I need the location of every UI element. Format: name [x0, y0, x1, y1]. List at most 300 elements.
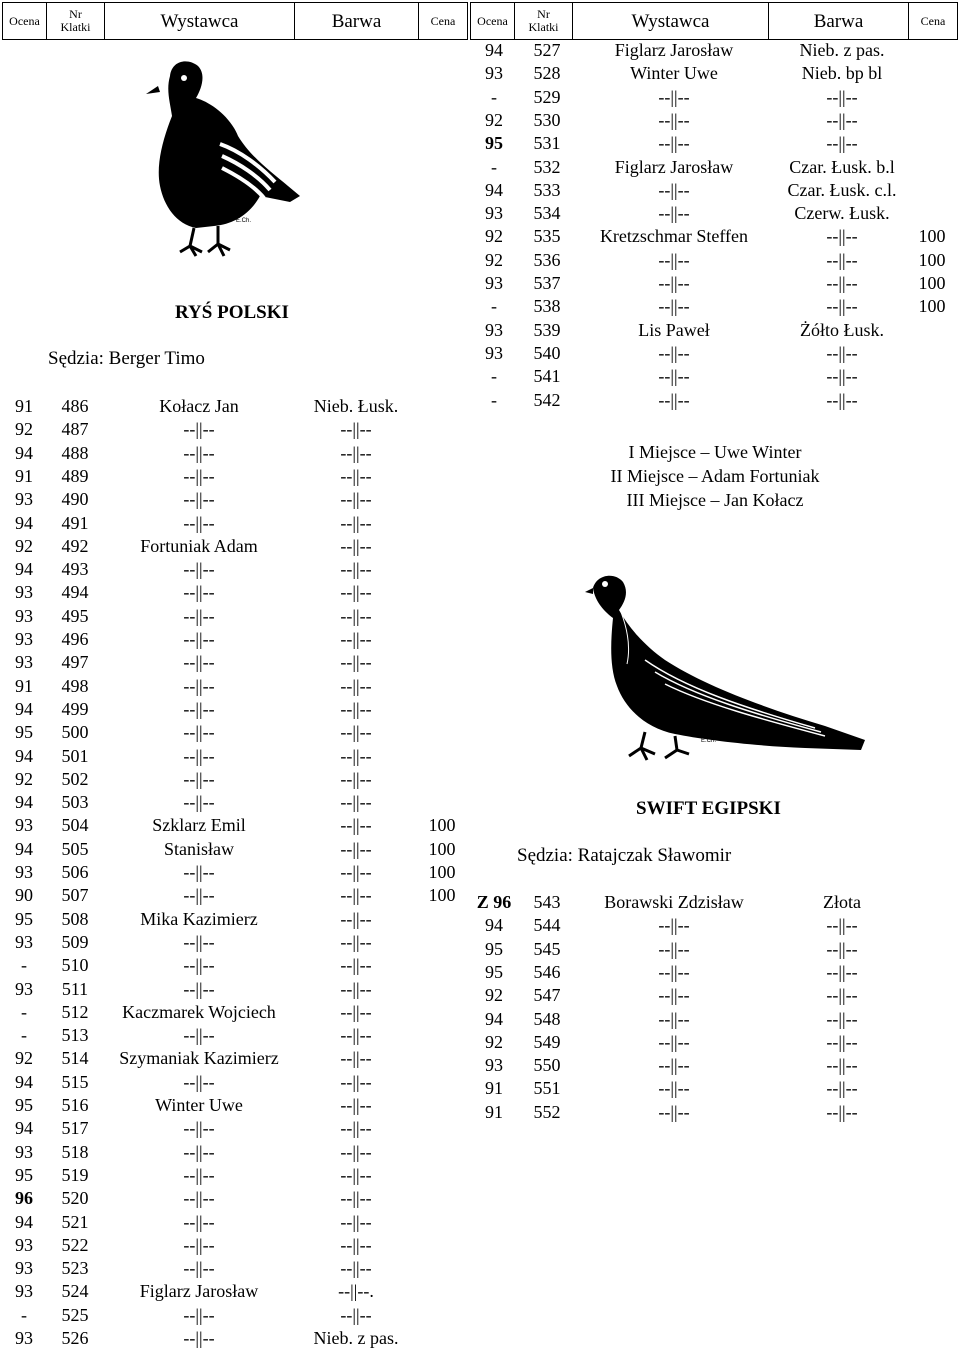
cena-cell: 100 — [428, 815, 456, 836]
wystawca-cell: Winter Uwe — [630, 63, 718, 84]
table-row — [0, 838, 960, 861]
nr-cell: 526 — [61, 1328, 89, 1348]
ocena-cell: 93 — [485, 319, 503, 340]
barwa-cell: --||-- — [340, 745, 372, 766]
wystawca-cell: --||-- — [183, 955, 215, 976]
ocena-cell: 93 — [485, 203, 503, 224]
nr-cell: 520 — [61, 1188, 89, 1209]
wystawca-cell: Fortuniak Adam — [140, 535, 258, 556]
wystawca-cell: --||-- — [183, 1211, 215, 1232]
wystawca-cell: --||-- — [183, 698, 215, 719]
ocena-cell: 91 — [15, 396, 33, 416]
nr-cell: 530 — [533, 109, 561, 130]
nr-cell: 491 — [61, 512, 89, 533]
ocena-cell: 96 — [15, 1188, 33, 1209]
nr-cell: 552 — [533, 1101, 561, 1122]
table-row — [0, 1304, 960, 1327]
wystawca-cell: --||-- — [183, 605, 215, 626]
wystawca-cell: Lis Paweł — [638, 319, 710, 340]
nr-cell: 499 — [61, 698, 89, 719]
ocena-cell: 95 — [15, 1164, 33, 1185]
barwa-cell: --||-- — [826, 915, 858, 936]
barwa-cell: --||-- — [340, 442, 372, 463]
nr-cell: 502 — [61, 768, 89, 789]
judge-swift-egipski: Sędzia: Ratajczak Sławomir — [517, 845, 732, 866]
svg-text:E.Ch.: E.Ch. — [236, 218, 252, 224]
ocena-cell: 92 — [485, 1031, 503, 1052]
table-row — [0, 1234, 960, 1257]
nr-cell: 515 — [61, 1071, 89, 1092]
barwa-cell: --||-- — [340, 582, 372, 603]
barwa-cell: --||-- — [826, 109, 858, 130]
header-ocena: Ocena — [3, 3, 47, 39]
wystawca-cell: Figlarz Jarosław — [614, 40, 734, 60]
barwa-cell: --||-- — [826, 133, 858, 154]
ocena-cell: 92 — [15, 535, 33, 556]
wystawca-cell: --||-- — [183, 1188, 215, 1209]
ocena-cell: 93 — [485, 63, 503, 84]
ocena-cell: 93 — [485, 342, 503, 363]
header-cena: Cena — [920, 13, 946, 28]
ocena-cell: 91 — [485, 1078, 503, 1099]
barwa-cell: --||-- — [340, 1304, 372, 1325]
nr-cell: 512 — [61, 1001, 89, 1022]
wystawca-cell: --||-- — [658, 203, 690, 224]
nr-cell: 504 — [61, 815, 89, 836]
barwa-cell: --||-- — [340, 535, 372, 556]
ocena-cell: 93 — [15, 605, 33, 626]
ocena-cell: - — [491, 389, 497, 410]
table-row — [0, 39, 960, 62]
nr-cell: 531 — [533, 133, 561, 154]
wystawca-cell: --||-- — [183, 419, 215, 440]
header-nr-klatki — [47, 3, 105, 39]
ocena-cell: 94 — [485, 179, 503, 200]
section-title-rys-polski: RYŚ POLSKI — [175, 302, 289, 323]
barwa-cell: --||-- — [340, 931, 372, 952]
table-row — [0, 1327, 960, 1350]
barwa-cell: --||-- — [826, 249, 858, 270]
wystawca-cell: Szymaniak Kazimierz — [119, 1048, 279, 1069]
table-row — [0, 1031, 960, 1054]
table-row — [0, 1280, 960, 1303]
wystawca-cell: --||-- — [658, 366, 690, 387]
ocena-cell: 91 — [485, 1101, 503, 1122]
barwa-cell: --||-- — [340, 1211, 372, 1232]
wystawca-cell: --||-- — [183, 978, 215, 999]
wystawca-cell: --||-- — [658, 273, 690, 293]
wystawca-cell: --||-- — [183, 1025, 215, 1046]
nr-cell: 501 — [61, 745, 89, 766]
table-row — [0, 225, 960, 248]
nr-cell: 508 — [61, 908, 89, 929]
ocena-cell: 94 — [15, 1211, 33, 1232]
barwa-cell: --||-- — [826, 1008, 858, 1029]
svg-text:E.Ch.: E.Ch. — [701, 738, 717, 744]
barwa-cell: --||-- — [826, 1078, 858, 1099]
ocena-cell: Z 96 — [476, 892, 512, 912]
ocena-cell: 95 — [485, 961, 503, 982]
table-row — [0, 1054, 960, 1077]
barwa-cell: Nieb. Łusk. — [313, 396, 399, 416]
ocena-cell: 95 — [15, 1095, 33, 1115]
barwa-cell: --||-- — [826, 1101, 858, 1122]
table-row — [0, 342, 960, 365]
barwa-cell: --||-- — [340, 1048, 372, 1069]
nr-cell: 529 — [533, 86, 561, 107]
wystawca-cell: --||-- — [658, 342, 690, 363]
wystawca-cell: --||-- — [183, 768, 215, 789]
barwa-cell: --||-- — [826, 389, 858, 410]
ocena-cell: 93 — [15, 489, 33, 510]
table-row — [0, 389, 960, 412]
ocena-cell: - — [491, 156, 497, 177]
ocena-cell: 95 — [485, 938, 503, 959]
nr-cell: 497 — [61, 652, 89, 673]
wystawca-cell: --||-- — [183, 745, 215, 766]
ocena-cell: 94 — [15, 838, 33, 859]
ocena-cell: - — [21, 1001, 27, 1022]
wystawca-cell: --||-- — [183, 652, 215, 673]
nr-cell: 514 — [61, 1048, 89, 1069]
nr-cell: 510 — [61, 955, 89, 976]
barwa-cell: --||-- — [340, 1118, 372, 1139]
ocena-cell: 93 — [15, 1328, 33, 1348]
barwa-cell: Czerw. Łusk. — [794, 203, 890, 224]
barwa-cell: --||-- — [340, 838, 372, 859]
nr-cell: 519 — [61, 1164, 89, 1185]
table-row — [0, 418, 960, 441]
wystawca-cell: --||-- — [658, 915, 690, 936]
nr-cell: 511 — [61, 978, 89, 999]
header-barwa: Barwa — [295, 3, 419, 39]
nr-cell: 486 — [61, 396, 89, 416]
ocena-cell: 93 — [15, 978, 33, 999]
place-third: III Miejsce – Jan Kołacz — [626, 490, 804, 510]
ocena-cell: 94 — [15, 512, 33, 533]
wystawca-cell: Borawski Zdzisław — [604, 892, 744, 912]
header-wystawca: Wystawca — [573, 3, 769, 39]
header-klatki: Klatki — [60, 20, 91, 34]
ocena-cell: 94 — [15, 698, 33, 719]
table-row — [0, 179, 960, 202]
nr-cell: 536 — [533, 249, 561, 270]
ocena-cell: 91 — [15, 465, 33, 486]
ocena-cell: - — [491, 296, 497, 317]
barwa-cell: --||-- — [340, 1001, 372, 1022]
barwa-cell: --||-- — [340, 652, 372, 673]
header-barwa: Barwa — [769, 3, 909, 39]
cena-cell: 100 — [428, 862, 456, 882]
ocena-cell: 93 — [15, 1234, 33, 1255]
ocena-cell: - — [491, 366, 497, 387]
cena-cell: 100 — [918, 273, 946, 293]
wystawca-cell: --||-- — [183, 582, 215, 603]
wystawca-cell: Kołacz Jan — [159, 396, 239, 416]
nr-cell: 505 — [61, 838, 89, 859]
table-row — [0, 1164, 960, 1187]
wystawca-cell: --||-- — [658, 938, 690, 959]
wystawca-cell: Kretzschmar Steffen — [599, 226, 749, 247]
barwa-cell: Nieb. bp bl — [801, 63, 883, 84]
barwa-cell: --||-- — [340, 489, 372, 510]
nr-cell: 541 — [533, 366, 561, 387]
ocena-cell: 92 — [15, 768, 33, 789]
wystawca-cell: Stanisław — [164, 838, 234, 859]
nr-cell: 498 — [61, 675, 89, 696]
nr-cell: 488 — [61, 442, 89, 463]
nr-cell: 517 — [61, 1118, 89, 1139]
barwa-cell: --||-- — [340, 698, 372, 719]
ocena-cell: - — [21, 1025, 27, 1046]
ocena-cell: 94 — [15, 1118, 33, 1139]
ocena-cell: - — [21, 955, 27, 976]
table-row — [0, 1211, 960, 1234]
nr-cell: 493 — [61, 559, 89, 580]
wystawca-cell: Figlarz Jarosław — [139, 1281, 259, 1302]
ocena-cell: 92 — [485, 985, 503, 1006]
wystawca-cell: Kaczmarek Wojciech — [122, 1001, 276, 1022]
barwa-cell: --||-- — [826, 342, 858, 363]
nr-cell: 551 — [533, 1078, 561, 1099]
barwa-cell: --||-- — [826, 985, 858, 1006]
table-row — [0, 1141, 960, 1164]
header-klatki: Klatki — [528, 20, 559, 34]
table-row — [0, 86, 960, 109]
barwa-cell: --||-- — [826, 296, 858, 317]
table-row — [0, 891, 960, 914]
ocena-cell: 90 — [15, 885, 33, 906]
wystawca-cell: --||-- — [183, 1304, 215, 1325]
ocena-cell: 94 — [15, 745, 33, 766]
wystawca-cell: --||-- — [658, 133, 690, 154]
barwa-cell: Czar. Łusk. b.l — [789, 156, 895, 177]
nr-cell: 539 — [533, 319, 561, 340]
wystawca-cell: --||-- — [183, 792, 215, 813]
judge-rys-polski: Sędzia: Berger Timo — [48, 348, 205, 369]
ocena-cell: 93 — [485, 1055, 503, 1076]
ocena-cell: 93 — [15, 652, 33, 673]
section-title-swift-egipski: SWIFT EGIPSKI — [636, 798, 781, 819]
wystawca-cell: --||-- — [183, 512, 215, 533]
header-cena: Cena — [430, 13, 456, 28]
barwa-cell: Nieb. z pas. — [799, 40, 885, 60]
table-row — [0, 1257, 960, 1280]
cena-cell: 100 — [918, 226, 946, 247]
barwa-cell: --||-- — [340, 978, 372, 999]
wystawca-cell: --||-- — [658, 179, 690, 200]
wystawca-cell: Mika Kazimierz — [140, 908, 258, 929]
ocena-cell: 92 — [15, 1048, 33, 1069]
header-nr: Nr — [537, 7, 550, 21]
ocena-cell: 94 — [485, 915, 503, 936]
table-row — [0, 768, 960, 791]
wystawca-cell: Figlarz Jarosław — [614, 156, 734, 177]
table-row — [0, 295, 960, 318]
nr-cell: 544 — [533, 915, 561, 936]
barwa-cell: --||-- — [340, 815, 372, 836]
wystawca-cell: --||-- — [658, 1078, 690, 1099]
table-row — [0, 861, 960, 884]
nr-cell: 540 — [533, 342, 561, 363]
barwa-cell: --||-- — [826, 273, 858, 293]
wystawca-cell: --||-- — [183, 1258, 215, 1279]
place-second: II Miejsce – Adam Fortuniak — [610, 466, 820, 486]
ocena-cell: 94 — [15, 1071, 33, 1092]
ocena-cell: 93 — [15, 629, 33, 649]
ocena-cell: 93 — [485, 273, 503, 293]
place-first: I Miejsce – Uwe Winter — [628, 442, 802, 462]
barwa-cell: Złota — [823, 892, 861, 912]
wystawca-cell: --||-- — [183, 931, 215, 952]
wystawca-cell: --||-- — [183, 559, 215, 580]
table-row — [0, 535, 960, 558]
ocena-cell: 93 — [15, 815, 33, 836]
nr-cell: 534 — [533, 203, 561, 224]
nr-cell: 507 — [61, 885, 89, 906]
nr-cell: 500 — [61, 722, 89, 743]
wystawca-cell: --||-- — [183, 1141, 215, 1162]
ocena-cell: 92 — [15, 419, 33, 440]
ocena-cell: 93 — [15, 931, 33, 952]
barwa-cell: --||-- — [340, 1164, 372, 1185]
barwa-cell: --||-- — [340, 862, 372, 882]
ocena-cell: 92 — [485, 249, 503, 270]
nr-cell: 503 — [61, 792, 89, 813]
ocena-cell: 93 — [15, 582, 33, 603]
header-ocena: Ocena — [471, 3, 515, 39]
nr-cell: 549 — [533, 1031, 561, 1052]
ocena-cell: 94 — [15, 442, 33, 463]
wystawca-cell: --||-- — [183, 885, 215, 906]
table-row — [0, 961, 960, 984]
barwa-cell: --||-- — [340, 885, 372, 906]
table-row — [0, 132, 960, 155]
wystawca-cell: --||-- — [183, 1234, 215, 1255]
ocena-cell: 94 — [485, 1008, 503, 1029]
table-row — [0, 202, 960, 225]
table-row — [0, 272, 960, 295]
wystawca-cell: --||-- — [183, 675, 215, 696]
wystawca-cell: --||-- — [183, 489, 215, 510]
nr-cell: 548 — [533, 1008, 561, 1029]
cena-cell: 100 — [918, 249, 946, 270]
barwa-cell: --||-- — [340, 1258, 372, 1279]
table-row — [0, 249, 960, 272]
nr-cell: 509 — [61, 931, 89, 952]
wystawca-cell: --||-- — [658, 389, 690, 410]
ocena-cell: 94 — [15, 792, 33, 813]
wystawca-cell: --||-- — [183, 442, 215, 463]
nr-cell: 495 — [61, 605, 89, 626]
ocena-cell: 91 — [15, 675, 33, 696]
wystawca-cell: --||-- — [183, 1328, 215, 1348]
barwa-cell: --||-- — [826, 938, 858, 959]
barwa-cell: --||-- — [340, 955, 372, 976]
table-row — [0, 791, 960, 814]
wystawca-cell: --||-- — [183, 465, 215, 486]
wystawca-cell: --||-- — [658, 249, 690, 270]
ocena-cell: 93 — [15, 1141, 33, 1162]
ocena-cell: 95 — [485, 133, 503, 154]
barwa-cell: --||-- — [826, 366, 858, 387]
table-row — [0, 62, 960, 85]
cena-cell: 100 — [428, 885, 456, 906]
wystawca-cell: --||-- — [183, 862, 215, 882]
ocena-cell: 95 — [15, 722, 33, 743]
barwa-cell: --||--. — [338, 1281, 374, 1302]
table-row — [0, 109, 960, 132]
header-wystawca: Wystawca — [105, 3, 295, 39]
ocena-cell: 93 — [15, 1281, 33, 1302]
nr-cell: 550 — [533, 1055, 561, 1076]
barwa-cell: --||-- — [340, 1025, 372, 1046]
nr-cell: 546 — [533, 961, 561, 982]
wystawca-cell: --||-- — [183, 629, 215, 649]
table-row — [0, 1008, 960, 1031]
barwa-cell: --||-- — [826, 961, 858, 982]
table-row — [0, 914, 960, 937]
barwa-cell: --||-- — [340, 419, 372, 440]
nr-cell: 522 — [61, 1234, 89, 1255]
barwa-cell: Nieb. z pas. — [313, 1328, 399, 1348]
table-row — [0, 1101, 960, 1124]
table-row — [0, 938, 960, 961]
wystawca-cell: --||-- — [658, 86, 690, 107]
ocena-cell: 92 — [485, 226, 503, 247]
nr-cell: 521 — [61, 1211, 89, 1232]
cena-cell: 100 — [918, 296, 946, 317]
nr-cell: 543 — [533, 892, 561, 912]
barwa-cell: --||-- — [340, 629, 372, 649]
nr-cell: 516 — [61, 1095, 89, 1115]
table-row — [0, 512, 960, 535]
barwa-cell: --||-- — [340, 1234, 372, 1255]
nr-cell: 535 — [533, 226, 561, 247]
ocena-cell: 93 — [15, 1258, 33, 1279]
wystawca-cell: --||-- — [658, 1008, 690, 1029]
barwa-cell: --||-- — [340, 675, 372, 696]
header-nr-klatki — [515, 3, 573, 39]
nr-cell: 537 — [533, 273, 561, 293]
wystawca-cell: Winter Uwe — [155, 1095, 243, 1115]
nr-cell: 527 — [533, 40, 561, 60]
wystawca-cell: --||-- — [658, 961, 690, 982]
nr-cell: 487 — [61, 419, 89, 440]
barwa-cell: --||-- — [340, 512, 372, 533]
nr-cell: 492 — [61, 535, 89, 556]
wystawca-cell: --||-- — [183, 722, 215, 743]
barwa-cell: --||-- — [340, 1071, 372, 1092]
barwa-cell: --||-- — [826, 1031, 858, 1052]
ocena-cell: - — [21, 1304, 27, 1325]
barwa-cell: --||-- — [340, 559, 372, 580]
barwa-cell: --||-- — [340, 465, 372, 486]
barwa-cell: Żółto Łusk. — [800, 319, 884, 340]
barwa-cell: --||-- — [340, 1188, 372, 1209]
barwa-cell: --||-- — [340, 792, 372, 813]
nr-cell: 506 — [61, 862, 89, 882]
wystawca-cell: Szklarz Emil — [152, 815, 246, 836]
cena-cell: 100 — [428, 838, 456, 859]
wystawca-cell: --||-- — [183, 1071, 215, 1092]
right-table-header — [470, 2, 958, 40]
swift-egipski-pigeon-illustration — [585, 568, 875, 768]
nr-cell: 528 — [533, 63, 561, 84]
nr-cell: 525 — [61, 1304, 89, 1325]
wystawca-cell: --||-- — [658, 109, 690, 130]
ocena-cell: 94 — [485, 40, 503, 60]
